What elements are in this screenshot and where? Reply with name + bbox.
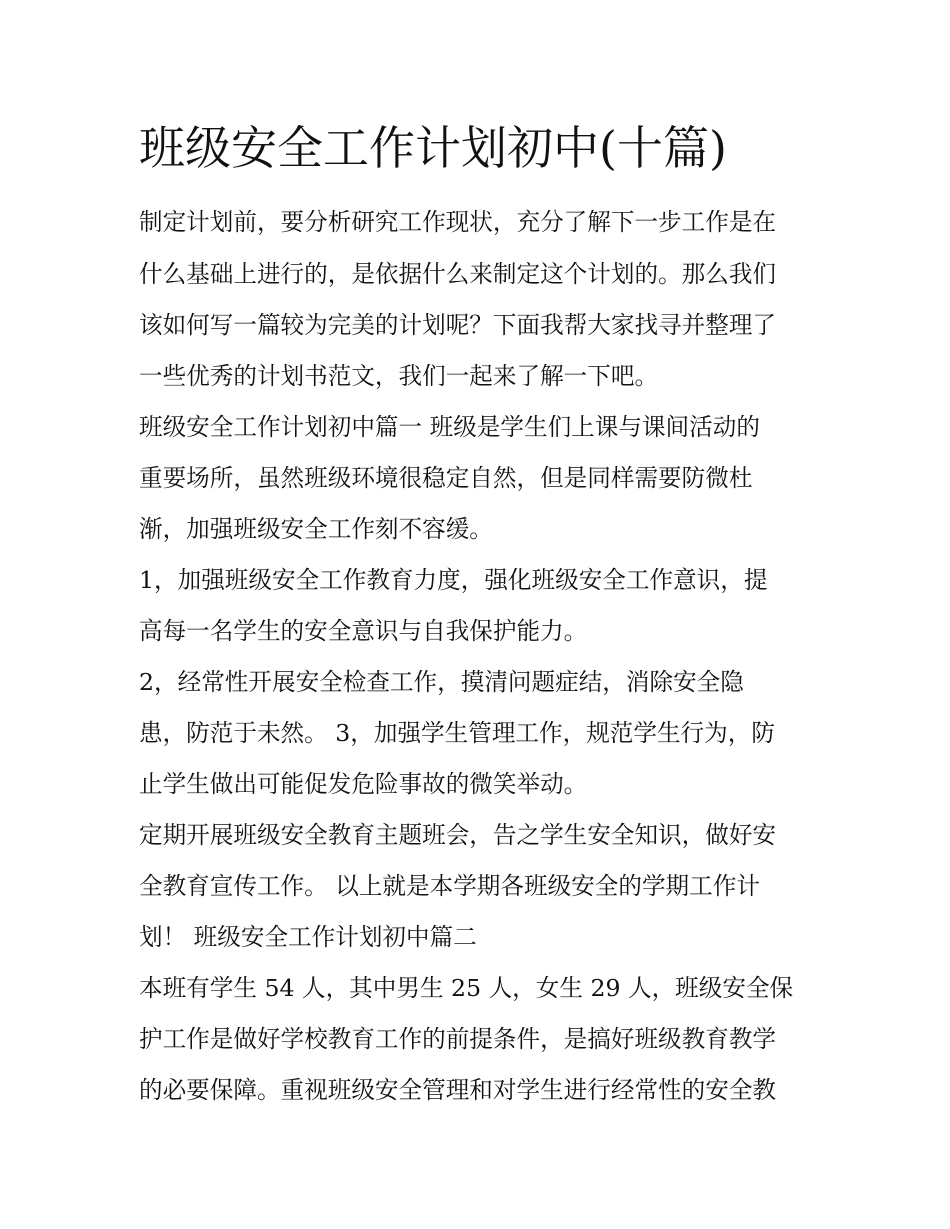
paragraph-line: 本班有学生 54 人，其中男生 25 人，女生 29 人，班级安全保 [139, 974, 794, 1002]
paragraph-line: 止学生做出可能促发危险事故的微笑举动。 [139, 770, 588, 798]
paragraph-line: 的必要保障。重视班级安全管理和对学生进行经常性的安全教 [139, 1076, 777, 1104]
paragraph-line: 2，经常性开展安全检查工作，摸清问题症结，消除安全隐 [139, 668, 744, 696]
paragraph-line: 一些优秀的计划书范文，我们一起来了解一下吧。 [139, 362, 659, 390]
paragraph-line: 定期开展班级安全教育主题班会，告之学生安全知识，做好安 [139, 821, 777, 849]
document-title: 班级安全工作计划初中(十篇) [139, 121, 727, 175]
paragraph-line: 患，防范于未然。 3，加强学生管理工作，规范学生行为，防 [139, 719, 775, 747]
paragraph-line: 该如何写一篇较为完美的计划呢？下面我帮大家找寻并整理了 [139, 311, 777, 339]
paragraph-line: 全教育宣传工作。 以上就是本学期各班级安全的学期工作计 [139, 872, 760, 900]
paragraph-line: 划！ 班级安全工作计划初中篇二 [139, 923, 477, 951]
paragraph-line: 班级安全工作计划初中篇一 班级是学生们上课与课间活动的 [139, 413, 760, 441]
paragraph-line: 高每一名学生的安全意识与自我保护能力。 [139, 617, 588, 645]
paragraph-line: 重要场所，虽然班级环境很稳定自然，但是同样需要防微杜 [139, 464, 753, 492]
paragraph-line: 什么基础上进行的，是依据什么来制定这个计划的。那么我们 [139, 260, 777, 288]
paragraph-line: 护工作是做好学校教育工作的前提条件，是搞好班级教育教学 [139, 1025, 777, 1053]
paragraph-line: 渐，加强班级安全工作刻不容缓。 [139, 515, 493, 543]
paragraph-line: 1，加强班级安全工作教育力度，强化班级安全工作意识，提 [139, 566, 768, 594]
paragraph-line: 制定计划前，要分析研究工作现状，充分了解下一步工作是在 [139, 208, 777, 236]
